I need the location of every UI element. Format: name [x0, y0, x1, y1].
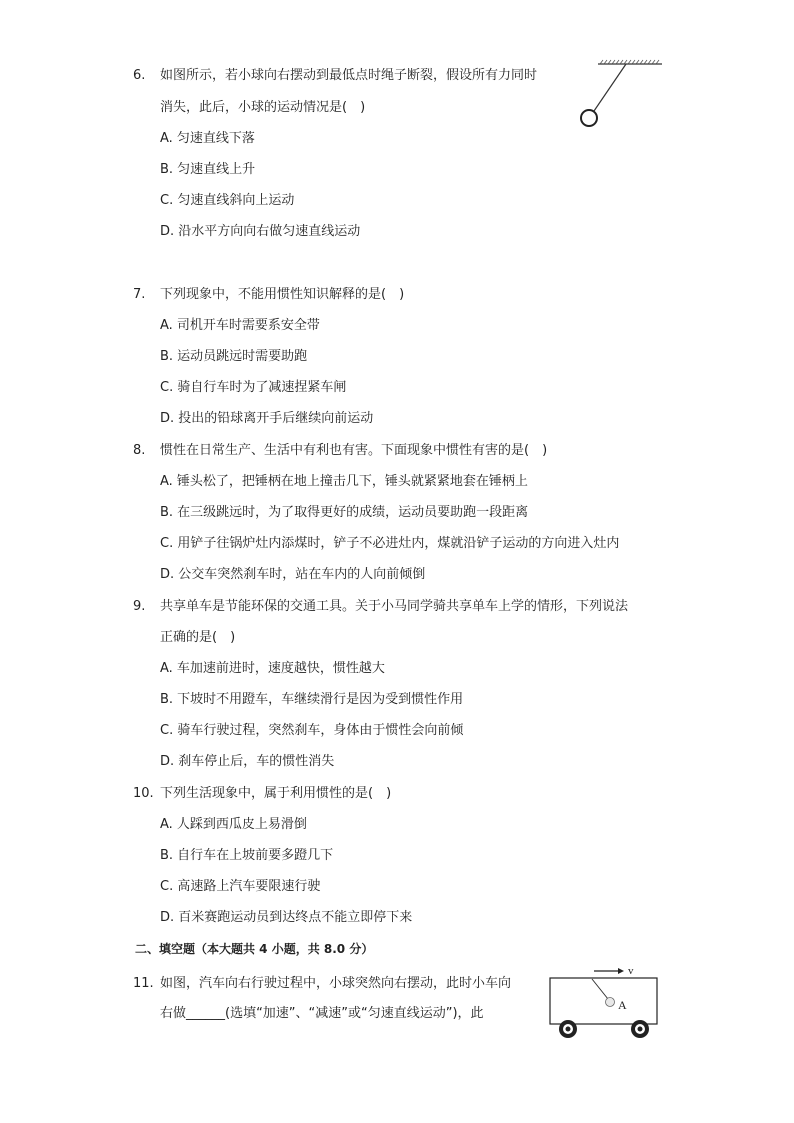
question-text: 如图，汽车向右行驶过程中，小球突然向右摆动，此时小车向: [160, 976, 512, 991]
section-title: 二、填空题（本大题共 4 小题，共 8.0 分）: [135, 942, 374, 956]
question-number: 6.: [133, 68, 146, 83]
option-d: D. 沿水平方向向右做匀速直线运动: [160, 224, 361, 239]
question-text: 下列生活现象中，属于利用惯性的是( ): [160, 786, 392, 801]
pendulum-ball: [606, 998, 615, 1007]
option-c: C. 用铲子往锅炉灶内添煤时，铲子不必进灶内，煤就沿铲子运动的方向进入灶内: [160, 536, 620, 551]
question-number: 11.: [133, 976, 154, 991]
question-text: 如图所示，若小球向右摆动到最低点时绳子断裂，假设所有力同时: [160, 68, 538, 83]
question-text: 下列现象中，不能用惯性知识解释的是( ): [160, 287, 405, 302]
option-a: A. 匀速直线下落: [160, 131, 255, 146]
car-body: [550, 978, 657, 1024]
option-b: B. 自行车在上坡前要多蹬几下: [160, 848, 334, 863]
wheel-right: [631, 1020, 649, 1038]
question-number: 10.: [133, 786, 154, 801]
ball-label: A: [618, 998, 627, 1012]
option-c: C. 骑自行车时为了减速捏紧车闸: [160, 380, 347, 395]
question-text: 消失，此后，小球的运动情况是( ): [160, 100, 366, 115]
option-a: A. 人踩到西瓜皮上易滑倒: [160, 817, 307, 832]
pendulum-figure: [574, 58, 666, 130]
question-text: 共享单车是节能环保的交通工具。关于小马同学骑共享单车上学的情形，下列说法: [160, 599, 629, 614]
option-a: A. 司机开车时需要系安全带: [160, 318, 320, 333]
car-figure: [546, 962, 662, 1040]
option-c: C. 高速路上汽车要限速行驶: [160, 879, 321, 894]
question-text: 右做______(选填“加速”、“减速”或“匀速直线运动”)，此: [160, 1006, 484, 1021]
option-b: B. 匀速直线上升: [160, 162, 256, 177]
option-d: D. 公交车突然刹车时，站在车内的人向前倾倒: [160, 567, 426, 582]
ball: [581, 110, 597, 126]
option-c: C. 匀速直线斜向上运动: [160, 193, 295, 208]
velocity-label: v: [628, 965, 634, 977]
string: [594, 64, 626, 111]
option-d: D. 刹车停止后，车的惯性消失: [160, 754, 335, 769]
option-b: B. 在三级跳远时，为了取得更好的成绩，运动员要助跑一段距离: [160, 505, 529, 520]
option-c: C. 骑车行驶过程，突然刹车，身体由于惯性会向前倾: [160, 723, 464, 738]
question-text: 惯性在日常生产、生活中有利也有害。下面现象中惯性有害的是( ): [160, 443, 548, 458]
option-d: D. 百米赛跑运动员到达终点不能立即停下来: [160, 910, 413, 925]
question-number: 7.: [133, 287, 146, 302]
option-a: A. 车加速前进时，速度越快，惯性越大: [160, 661, 385, 676]
option-b: B. 下坡时不用蹬车，车继续滑行是因为受到惯性作用: [160, 692, 464, 707]
option-a: A. 锤头松了，把锤柄在地上撞击几下，锤头就紧紧地套在锤柄上: [160, 474, 528, 489]
question-number: 8.: [133, 443, 146, 458]
question-text: 正确的是( ): [160, 630, 236, 645]
wheel-left: [559, 1020, 577, 1038]
option-d: D. 投出的铅球离开手后继续向前运动: [160, 411, 374, 426]
question-number: 9.: [133, 599, 146, 614]
option-b: B. 运动员跳远时需要助跑: [160, 349, 308, 364]
